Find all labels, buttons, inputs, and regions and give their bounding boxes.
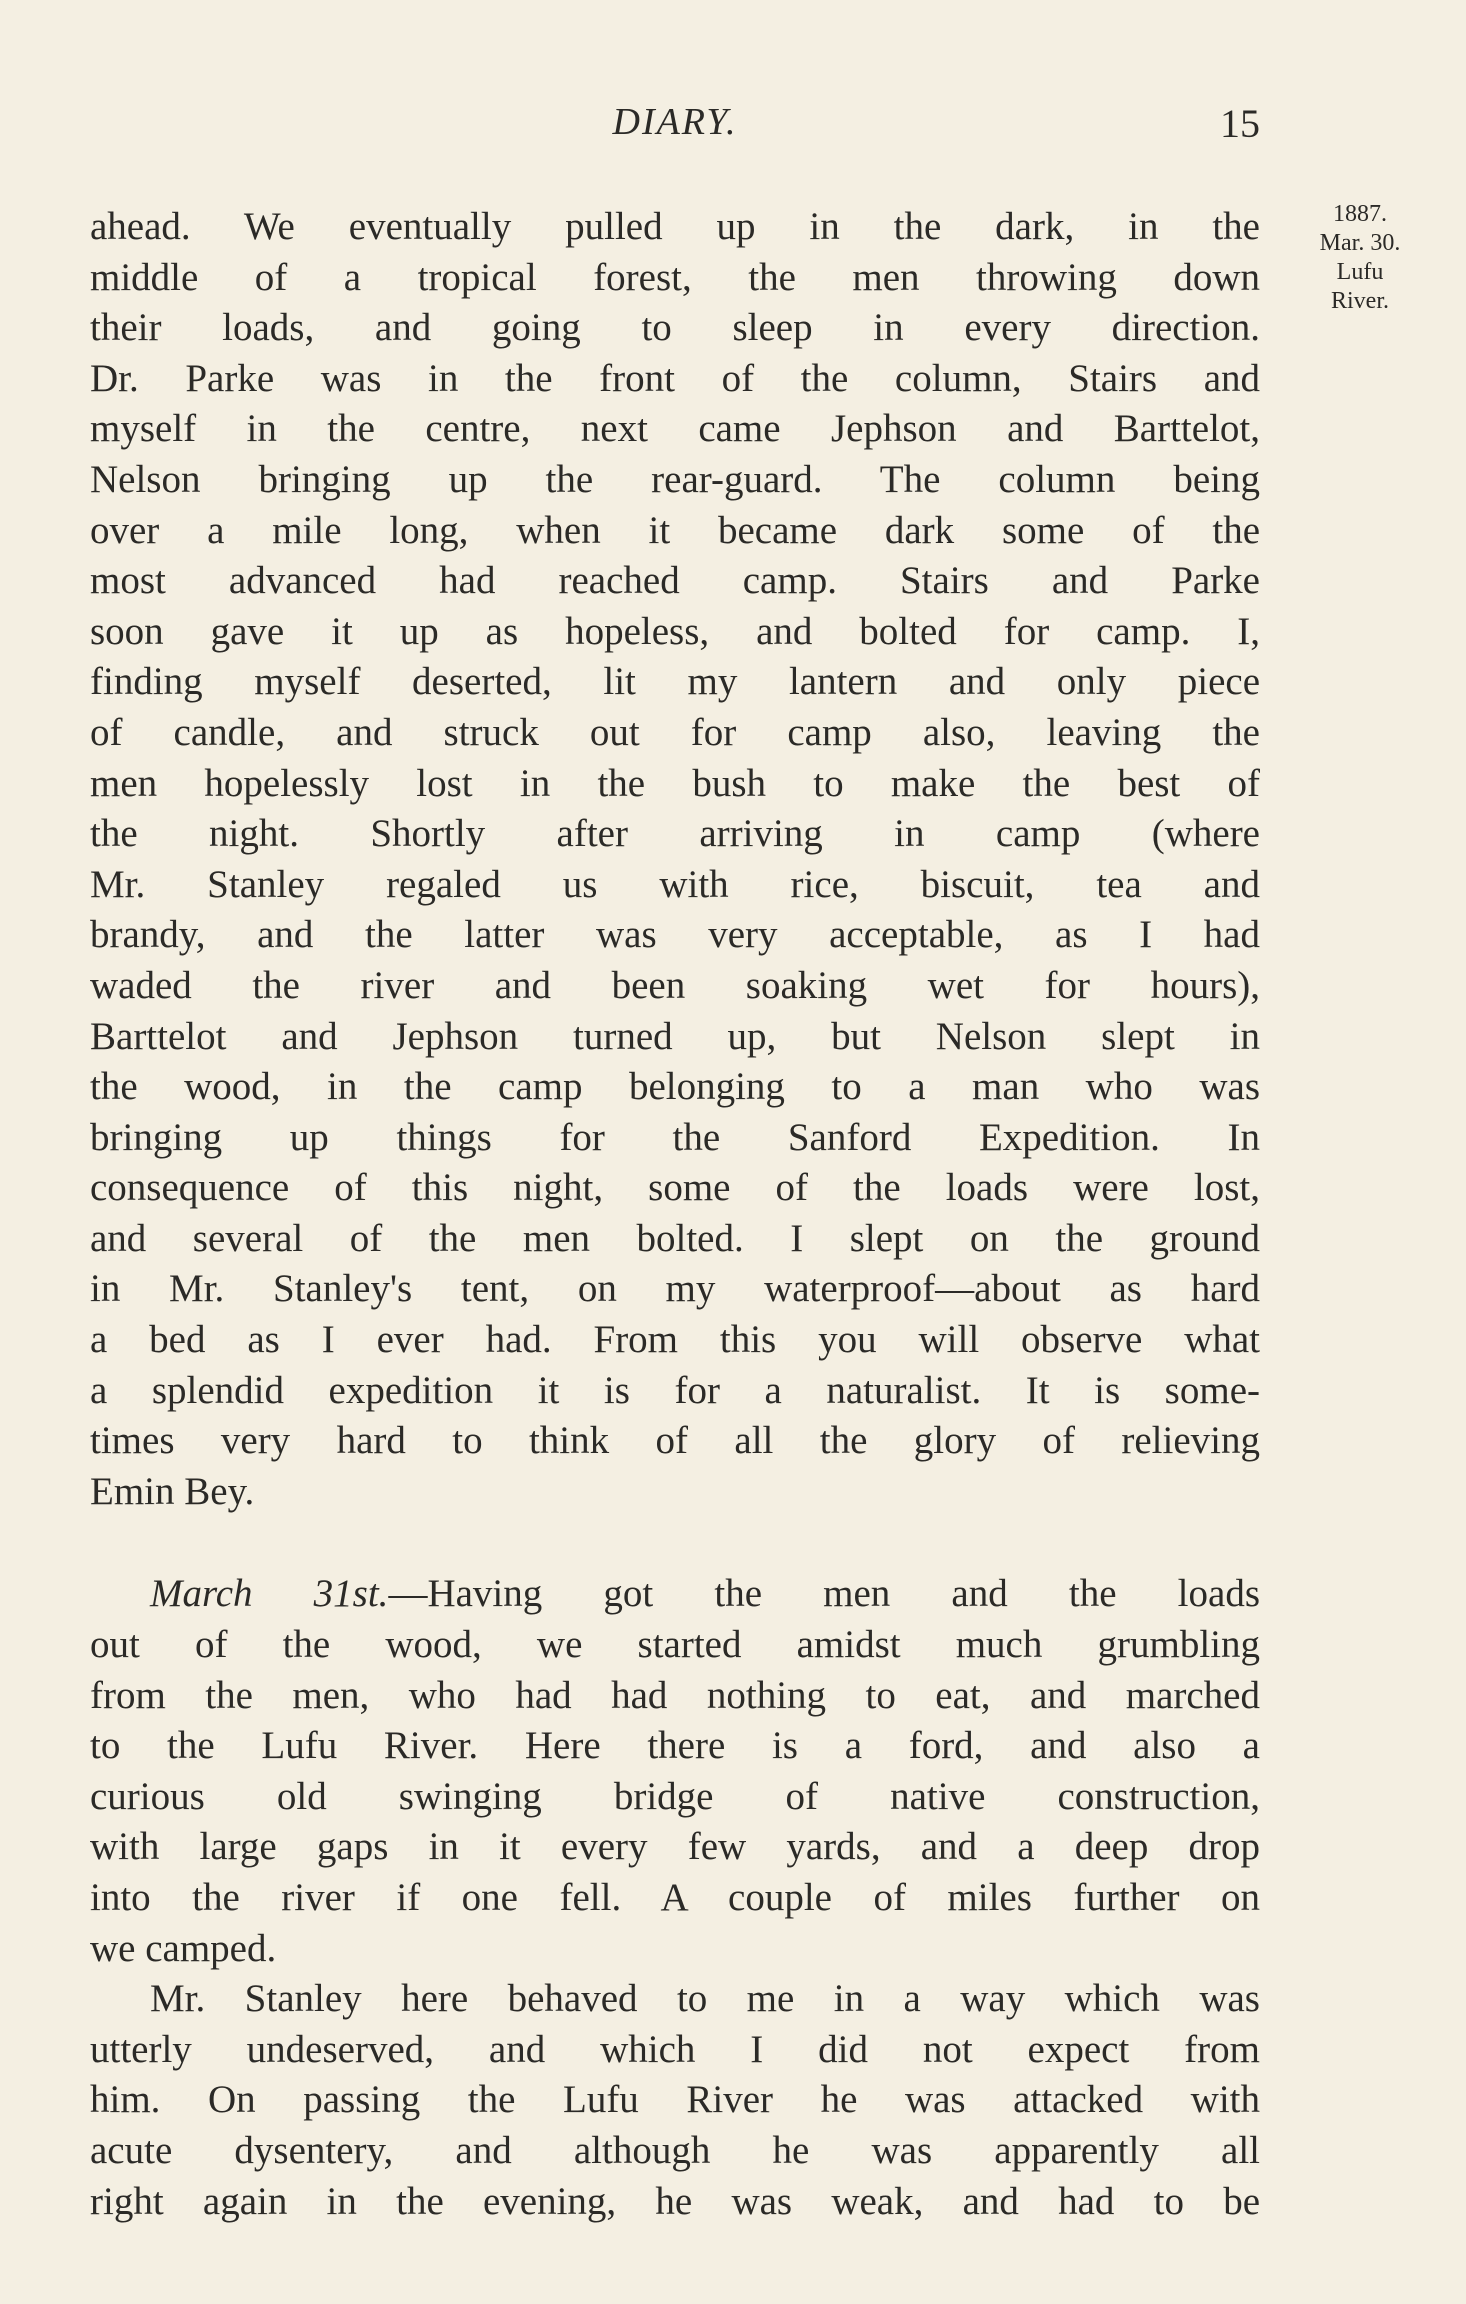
text-line: utterly undeserved, and which I did not expect from — [90, 2027, 1260, 2071]
text-line: the night. Shortly after arriving in camp (where — [90, 812, 1260, 856]
body-text — [90, 202, 1260, 2227]
paragraph-march-31 — [90, 1569, 1260, 1974]
text-line: Mr. Stanley regaled us with rice, biscuit, tea and — [90, 862, 1260, 906]
text-line: bringing up things for the Sanford Expedition. In — [90, 1115, 1260, 1159]
page-number: 15 — [1220, 101, 1260, 146]
text-line: over a mile long, when it became dark some of the — [90, 508, 1260, 552]
text-line: to the Lufu River. Here there is a ford, and also a — [90, 1724, 1260, 1768]
text-line: brandy, and the latter was very acceptable, as I had — [90, 913, 1260, 957]
text-line: him. On passing the Lufu River he was attacked with — [90, 2078, 1260, 2122]
paragraph-march-30 — [90, 202, 1260, 1517]
text-line: finding myself deserted, lit my lantern and only piece — [90, 660, 1260, 704]
text-line: Dr. Parke was in the front of the column, Stairs and — [90, 356, 1260, 400]
diary-date: March 31st. — [150, 1572, 389, 1616]
text-line: Mr. Stanley here behaved to me in a way which was — [150, 1977, 1260, 2021]
text-line: we camped. — [90, 1926, 277, 1970]
text-line: right again in the evening, he was weak, and had to be — [90, 2179, 1260, 2223]
text-line: myself in the centre, next came Jephson and Barttelot, — [90, 407, 1260, 451]
paragraph-gap — [90, 1517, 1260, 1569]
text-line: in Mr. Stanley's tent, on my waterproof—about as hard — [90, 1267, 1260, 1311]
text-line: a splendid expedition it is for a naturalist. It is some- — [90, 1368, 1260, 1412]
text-line: men hopelessly lost in the bush to make the best of — [90, 761, 1260, 805]
text-line — [90, 1569, 1260, 1620]
text-line: with large gaps in it every few yards, and a deep drop — [90, 1825, 1260, 1869]
running-title: DIARY. — [612, 101, 738, 143]
text-line: middle of a tropical forest, the men throwing down — [90, 255, 1260, 299]
text-line: Barttelot and Jephson turned up, but Nelson slept in — [90, 1014, 1260, 1058]
text-line: into the river if one fell. A couple of miles further on — [90, 1876, 1260, 1919]
margin-note — [1290, 200, 1430, 316]
text-line: their loads, and going to sleep in every direction. — [90, 306, 1260, 350]
text-line: waded the river and been soaking wet for hours), — [90, 963, 1260, 1007]
margin-note-place: Lufu — [1336, 259, 1384, 285]
text-line-rest: —Having got the men and the loads — [388, 1572, 1260, 1616]
text-line: Emin Bey. — [90, 1469, 255, 1513]
text-line: out of the wood, we started amidst much grumbling — [90, 1623, 1260, 1667]
margin-note-year: 1887. — [1333, 201, 1387, 227]
text-line: acute dysentery, and although he was apparently all — [90, 2128, 1260, 2172]
margin-note-date: Mar. 30. — [1319, 230, 1401, 256]
text-line: ahead. We eventually pulled up in the dark, in the — [90, 205, 1260, 248]
paragraph-stanley — [90, 1974, 1260, 2227]
text-line: and several of the men bolted. I slept on the ground — [90, 1216, 1260, 1260]
text-line: a bed as I ever had. From this you will observe what — [90, 1318, 1260, 1362]
text-line: soon gave it up as hopeless, and bolted for camp. I, — [90, 609, 1260, 653]
text-line: most advanced had reached camp. Stairs and Parke — [90, 559, 1260, 603]
margin-note-place: River. — [1331, 288, 1389, 314]
text-line: from the men, who had had nothing to eat, and marched — [90, 1673, 1260, 1717]
text-line: Nelson bringing up the rear-guard. The column being — [90, 457, 1260, 501]
text-line: of candle, and struck out for camp also, leaving the — [90, 710, 1260, 754]
text-line: curious old swinging bridge of native construction, — [90, 1774, 1260, 1818]
text-line: consequence of this night, some of the loads were lost, — [90, 1166, 1260, 1210]
text-line: times very hard to think of all the glory of relieving — [90, 1419, 1260, 1463]
text-line: the wood, in the camp belonging to a man who was — [90, 1065, 1260, 1109]
running-head — [90, 100, 1260, 150]
